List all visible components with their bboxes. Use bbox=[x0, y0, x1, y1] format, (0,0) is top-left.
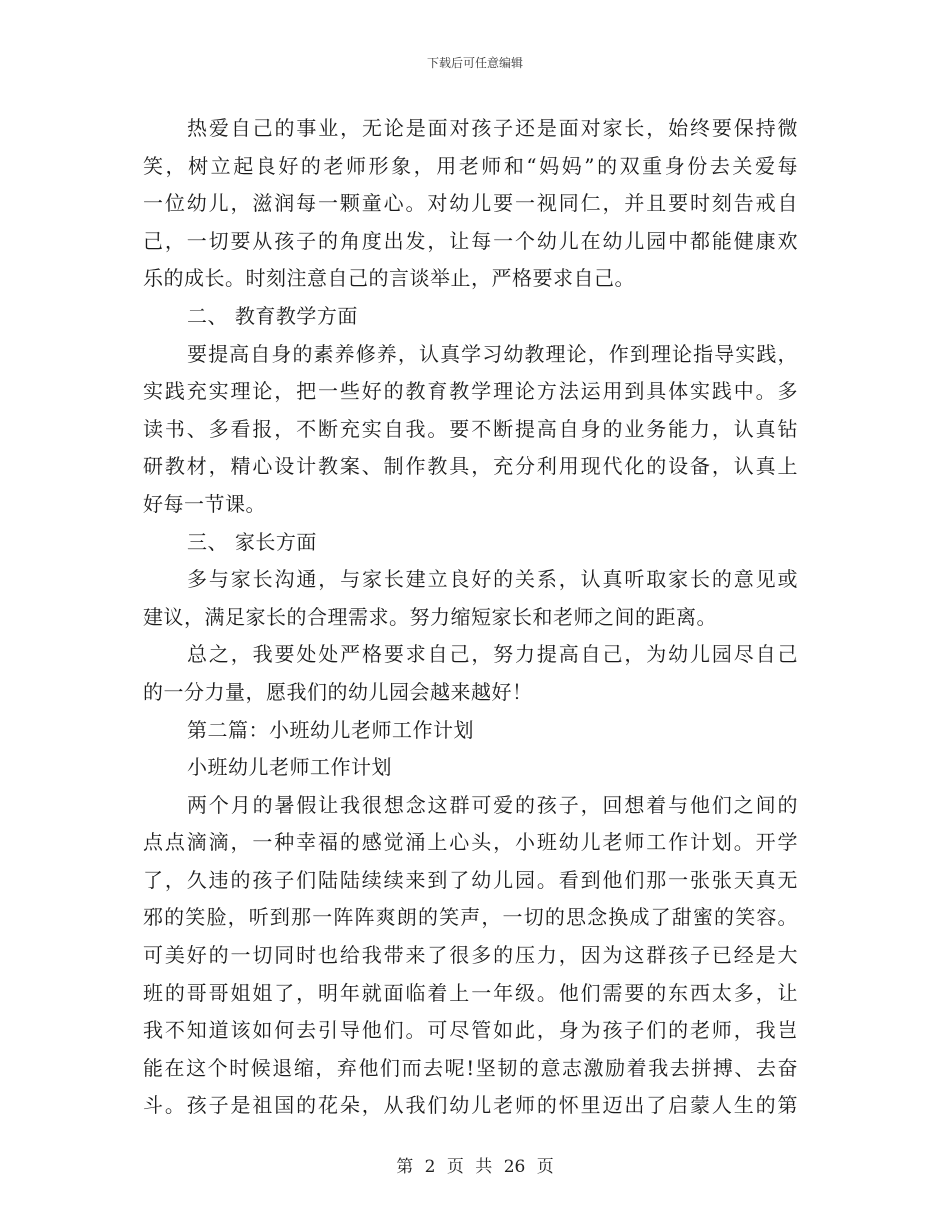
text-line: 的一分力量，愿我们的幼儿园会越来越好！ bbox=[143, 679, 533, 704]
page-header: 下载后可任意编辑 bbox=[426, 56, 523, 70]
text-line: 一位幼儿，滋润每一颗童心。对幼儿要一视同仁，并且要时刻告戒自 bbox=[143, 191, 798, 216]
text-line: 点点滴滴，一种幸福的感觉涌上心头，小班幼儿老师工作计划。开学 bbox=[143, 830, 798, 855]
text-line: 两个月的暑假让我很想念这群可爱的孩子，回想着与他们之间的 bbox=[187, 792, 798, 817]
text-line: 要提高自身的素养修养，认真学习幼教理论，作到理论指导实践， bbox=[187, 341, 798, 366]
text-line: 邪的笑脸，听到那一阵阵爽朗的笑声，一切的思念换成了甜蜜的笑容。 bbox=[143, 905, 798, 930]
text-line: 己，一切要从孩子的角度出发，让每一个幼儿在幼儿园中都能健康欢 bbox=[143, 228, 798, 253]
text-line: 能在这个时候退缩，弃他们而去呢!坚韧的意志激励着我去拼搏、去奋 bbox=[143, 1055, 798, 1080]
document-body bbox=[143, 110, 798, 1125]
text-line: 笑，树立起良好的老师形象，用老师和“妈妈”的双重身份去关爱每 bbox=[143, 153, 798, 178]
text-line: 研教材，精心设计教案、制作教具，充分利用现代化的设备，认真上 bbox=[143, 454, 798, 479]
text-line: 了，久违的孩子们陆陆续续来到了幼儿园。看到他们那一张张天真无 bbox=[143, 867, 798, 892]
text-line: 二、 教育教学方面 bbox=[187, 303, 358, 328]
text-line: 我不知道该如何去引导他们。可尽管如此，身为孩子们的老师，我岂 bbox=[143, 1018, 798, 1043]
text-line: 三、 家长方面 bbox=[187, 529, 317, 554]
text-line: 读书、多看报，不断充实自我。要不断提高自身的业务能力，认真钻 bbox=[143, 416, 798, 441]
text-line: 斗。孩子是祖国的花朵，从我们幼儿老师的怀里迈出了启蒙人生的第 bbox=[143, 1093, 798, 1118]
page-number-footer: 第 2 页 共 26 页 bbox=[396, 1157, 554, 1177]
text-line: 热爱自己的事业，无论是面对孩子还是面对家长，始终要保持微 bbox=[187, 116, 798, 140]
text-line: 好每一节课。 bbox=[143, 491, 266, 516]
text-line: 总之，我要处处严格要求自己，努力提高自己，为幼儿园尽自己 bbox=[187, 642, 798, 667]
text-line: 实践充实理论，把一些好的教育教学理论方法运用到具体实践中。多 bbox=[143, 379, 798, 404]
text-line: 小班幼儿老师工作计划 bbox=[187, 755, 392, 780]
text-line: 建议，满足家长的合理需求。努力缩短家长和老师之间的距离。 bbox=[143, 604, 717, 629]
text-line: 第二篇：小班幼儿老师工作计划 bbox=[187, 717, 474, 742]
text-line: 班的哥哥姐姐了，明年就面临着上一年级。他们需要的东西太多，让 bbox=[143, 980, 798, 1005]
text-line: 乐的成长。时刻注意自己的言谈举止，严格要求自己。 bbox=[143, 266, 635, 291]
text-line: 可美好的一切同时也给我带来了很多的压力，因为这群孩子已经是大 bbox=[143, 943, 798, 968]
text-line: 多与家长沟通，与家长建立良好的关系，认真听取家长的意见或 bbox=[187, 567, 798, 592]
